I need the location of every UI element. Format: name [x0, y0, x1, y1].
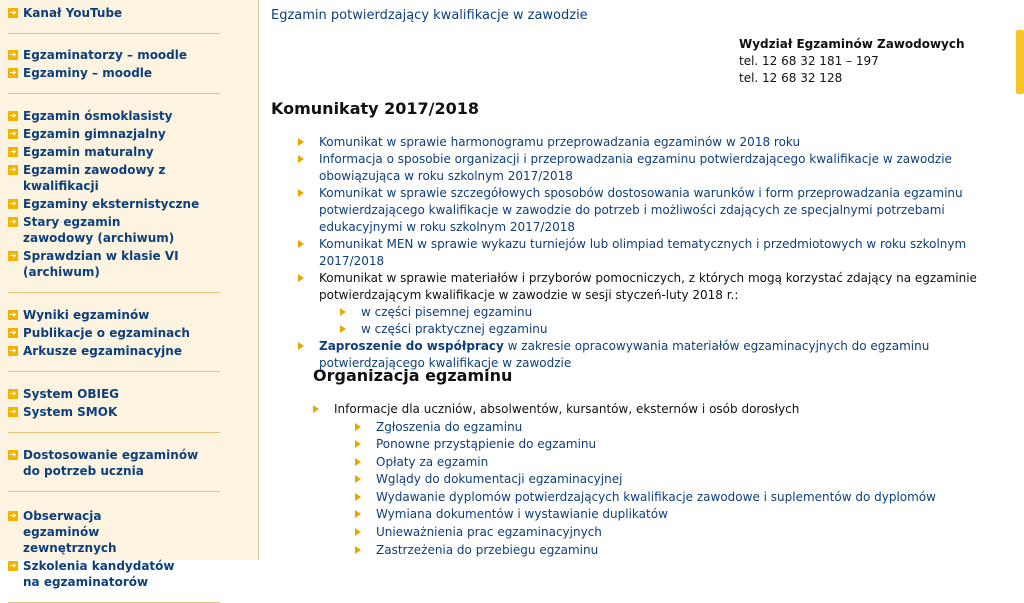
scrollbar-thumb[interactable]	[1016, 30, 1024, 94]
arrow-bullet-icon: ➜	[9, 50, 17, 59]
announcement-link[interactable]: Komunikat w sprawie szczegółowych sposobów dostosowania warunków i form przeprowadzania egzaminu potwierdzającego kwalifikacje w zawodzie do potrzeb i możliwości zdających ze specjalnymi potrzebami edukacyjnymi w roku szkolnym 2017/2018	[319, 186, 963, 234]
triangle-bullet-icon	[298, 274, 310, 282]
sidebar-item[interactable]: ➜ Szkolenia kandydatów na egzaminatorów	[9, 559, 175, 589]
sidebar-item[interactable]: ➜ Arkusze egzaminacyjne	[9, 344, 182, 358]
list-item	[298, 185, 1016, 236]
org-link[interactable]: Wydawanie dyplomów potwierdzających kwalifikacje zawodowe i suplementów do dyplomów	[376, 489, 936, 504]
list-item	[355, 524, 1013, 542]
sidebar-group	[0, 47, 258, 81]
materials-written-link[interactable]: w części pisemnej egzaminu	[361, 305, 533, 319]
organization-list	[313, 401, 1013, 559]
list-item	[298, 236, 1016, 270]
triangle-bullet-icon	[340, 325, 352, 333]
invite-link[interactable]: Zaproszenie do współpracy	[319, 339, 504, 353]
sidebar-item[interactable]: ➜ Egzaminy eksternistyczne	[9, 197, 200, 211]
sidebar-group	[0, 108, 258, 280]
triangle-bullet-icon	[355, 475, 367, 483]
materials-text: Komunikat w sprawie materiałów i przyborów pomocniczych, z których mogą korzystać zdający na egzaminie potwierdzającym kwalifikacje w zawodzie w sesji styczeń-luty 2018 r.:	[319, 271, 977, 302]
sidebar-item[interactable]: ➜ System SMOK	[9, 405, 118, 419]
sidebar-item[interactable]: ➜ Egzamin ósmoklasisty	[9, 109, 173, 123]
sidebar-item[interactable]: ➜ Egzaminatorzy – moodle	[9, 48, 188, 62]
list-item	[355, 419, 1013, 437]
list-item	[298, 151, 1016, 185]
arrow-bullet-icon: ➜	[9, 561, 17, 570]
sidebar-group	[0, 508, 258, 590]
arrow-bullet-icon: ➜	[9, 346, 17, 355]
list-item	[355, 436, 1013, 454]
page-title: Egzamin potwierdzający kwalifikacje w zawodzie	[271, 8, 588, 23]
arrow-bullet-icon: ➜	[9, 511, 17, 520]
department-name: Wydział Egzaminów Zawodowych	[739, 37, 965, 51]
list-item	[355, 542, 1013, 560]
phone-2: tel. 12 68 32 128	[739, 71, 843, 85]
announcement-link[interactable]: Komunikat w sprawie harmonogramu przeprowadzania egzaminów w 2018 roku	[319, 135, 801, 149]
triangle-bullet-icon	[298, 189, 310, 197]
sidebar-item[interactable]: ➜ Stary egzamin zawodowy (archiwum)	[9, 215, 175, 245]
triangle-bullet-icon	[355, 458, 367, 466]
arrow-bullet-icon: ➜	[9, 407, 17, 416]
triangle-bullet-icon	[355, 423, 367, 431]
department-contact	[739, 36, 965, 87]
org-link[interactable]: Unieważnienia prac egzaminacyjnych	[376, 525, 602, 540]
section-title: Komunikaty 2017/2018	[271, 99, 480, 118]
list-item	[355, 471, 1013, 489]
org-link[interactable]: Zgłoszenia do egzaminu	[376, 419, 523, 434]
sidebar-divider	[8, 292, 220, 293]
triangle-bullet-icon	[355, 440, 367, 448]
triangle-bullet-icon	[340, 308, 352, 316]
arrow-bullet-icon: ➜	[9, 147, 17, 156]
arrow-bullet-icon: ➜	[9, 450, 17, 459]
arrow-bullet-icon: ➜	[9, 8, 17, 17]
sidebar-divider	[8, 491, 220, 492]
arrow-bullet-icon: ➜	[9, 129, 17, 138]
sidebar-item[interactable]: ➜ Obserwacja egzaminów zewnętrznych	[9, 509, 117, 555]
materials-practical-link[interactable]: w części praktycznej egzaminu	[361, 322, 548, 336]
announcement-list	[298, 134, 1016, 372]
sidebar-group	[0, 307, 258, 359]
sidebar-item[interactable]: ➜ Egzamin maturalny	[9, 145, 154, 159]
triangle-bullet-icon	[355, 510, 367, 518]
sidebar-item[interactable]: ➜ Publikacje o egzaminach	[9, 326, 190, 340]
org-link[interactable]: Wglądy do dokumentacji egzaminacyjnej	[376, 472, 623, 487]
sidebar-item[interactable]: ➜ Kanał YouTube	[9, 6, 123, 20]
sidebar-item[interactable]: ➜ Egzaminy – moodle	[9, 66, 153, 80]
list-item	[355, 454, 1013, 472]
triangle-bullet-icon	[355, 493, 367, 501]
phone-1: tel. 12 68 32 181 – 197	[739, 54, 879, 68]
org-group-label: Informacje dla uczniów, absolwentów, kursantów, eksternów i osób dorosłych	[334, 402, 800, 416]
list-item	[355, 506, 1013, 524]
list-item	[355, 489, 1013, 507]
triangle-bullet-icon	[313, 405, 325, 413]
arrow-bullet-icon: ➜	[9, 217, 17, 226]
org-section-title: Organizacja egzaminu	[313, 366, 513, 385]
arrow-bullet-icon: ➜	[9, 165, 17, 174]
sidebar-item[interactable]: ➜ Dostosowanie egzaminów do potrzeb ucznia	[9, 448, 199, 478]
arrow-bullet-icon: ➜	[9, 111, 17, 120]
triangle-bullet-icon	[298, 240, 310, 248]
sidebar	[0, 0, 259, 589]
sidebar-divider	[8, 33, 220, 34]
sidebar-divider	[8, 93, 220, 94]
triangle-bullet-icon	[298, 155, 310, 163]
sidebar-item[interactable]: ➜ Egzamin gimnazjalny	[9, 127, 166, 141]
invite-rest: w zakresie opracowywania materiałów egzaminacyjnych do egzaminu potwierdzającego kwalifikacje w zawodzie	[319, 339, 930, 370]
triangle-bullet-icon	[355, 528, 367, 536]
list-item	[340, 304, 1016, 321]
sidebar-divider	[8, 432, 220, 433]
arrow-bullet-icon: ➜	[9, 310, 17, 319]
org-link[interactable]: Opłaty za egzamin	[376, 454, 489, 469]
sidebar-group	[0, 386, 258, 420]
announcement-link[interactable]: Komunikat MEN w sprawie wykazu turniejów lub olimpiad tematycznych i przedmiotowych w roku szkolnym 2017/2018	[319, 237, 967, 268]
sidebar-item[interactable]: ➜ Sprawdzian w klasie VI (archiwum)	[9, 249, 179, 279]
list-item	[313, 401, 1013, 419]
sidebar-item[interactable]: ➜ System OBIEG	[9, 387, 120, 401]
sidebar-item[interactable]: ➜ Egzamin zawodowy z kwalifikacji	[9, 163, 166, 193]
list-item	[298, 270, 1016, 304]
triangle-bullet-icon	[298, 342, 310, 350]
arrow-bullet-icon: ➜	[9, 328, 17, 337]
arrow-bullet-icon: ➜	[9, 199, 17, 208]
arrow-bullet-icon: ➜	[9, 68, 17, 77]
sidebar-item[interactable]: ➜ Wyniki egzaminów	[9, 308, 150, 322]
list-item	[340, 321, 1016, 338]
triangle-bullet-icon	[298, 138, 310, 146]
announcement-link[interactable]: Informacja o sposobie organizacji i przeprowadzania egzaminu potwierdzającego kwalifikacje w zawodzie obowiązująca w roku szkolnym 2017/2018	[319, 152, 952, 183]
sidebar-divider	[8, 371, 220, 372]
arrow-bullet-icon: ➜	[9, 389, 17, 398]
sidebar-group	[0, 447, 258, 479]
triangle-bullet-icon	[355, 546, 367, 554]
sidebar-group	[0, 5, 258, 21]
org-link[interactable]: Wymiana dokumentów i wystawianie duplikatów	[376, 507, 668, 522]
org-link[interactable]: Ponowne przystąpienie do egzaminu	[376, 437, 597, 452]
list-item	[298, 134, 1016, 151]
org-link[interactable]: Zastrzeżenia do przebiegu egzaminu	[376, 542, 599, 557]
arrow-bullet-icon: ➜	[9, 251, 17, 260]
